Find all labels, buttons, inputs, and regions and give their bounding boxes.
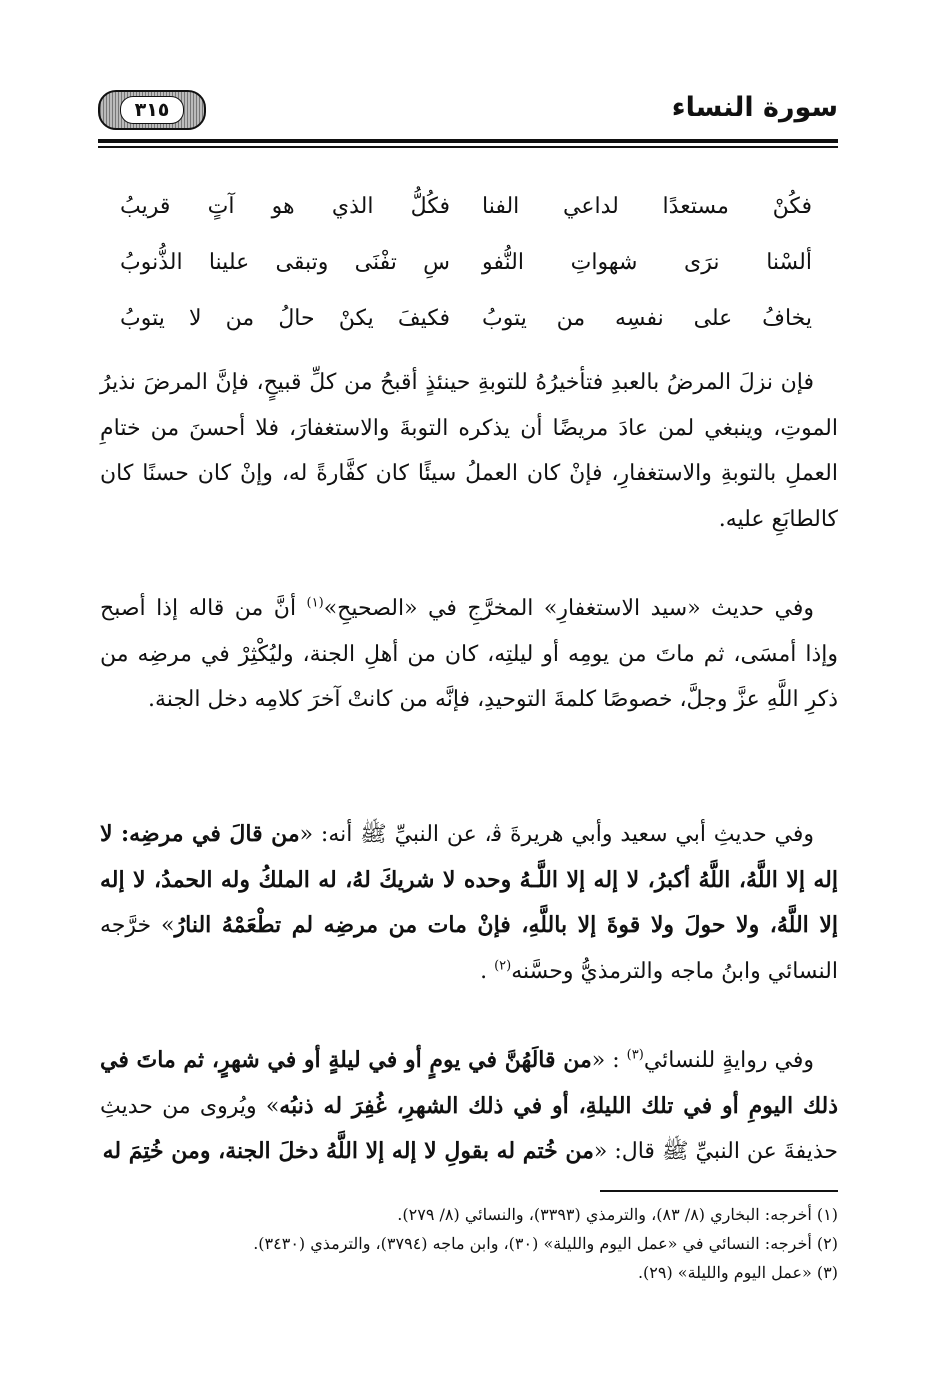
hadith-text: من خُتم له بقولِ لا إله إلا اللَّهُ دخلَ الجنة، ومن خُتِمَ له bbox=[102, 1138, 594, 1164]
paragraph-nasai-narration bbox=[100, 1038, 838, 1175]
header-rule-thin bbox=[98, 146, 838, 148]
verse-second-hemistich: سِ تفْنَى وتبقى علينا الذُّنوبُ bbox=[120, 249, 450, 275]
paragraph-illness-repentance bbox=[100, 360, 838, 542]
page-number-badge bbox=[98, 90, 206, 130]
verse-first-hemistich: يخافُ على نفسِه من يتوبُ bbox=[482, 305, 812, 331]
paragraph-text-part: » خرَّجه النسائي وابنُ ماجه والترمذيُّ وحسَّنه bbox=[100, 913, 838, 984]
footnote-separator bbox=[600, 1190, 838, 1192]
poem bbox=[120, 178, 812, 346]
page-header bbox=[98, 88, 838, 138]
paragraph-text-part: وفي حديث «سيد الاستغفارِ» المخرَّجِ في «الصحيحِ» bbox=[323, 596, 815, 621]
paragraph-text bbox=[100, 586, 838, 723]
footnotes bbox=[100, 1200, 838, 1287]
paragraph-text-part: وفي روايةٍ للنسائي bbox=[643, 1048, 815, 1073]
paragraph-text: فإن نزلَ المرضُ بالعبدِ فتأخيرُهُ للتوبةِ حينئذٍ أقبحُ من كلِّ قبيحٍ، فإنَّ المرضَ نذيرُ الموتِ، وينبغي لمن عادَ مريضًا أن يذكره التوبةَ والاستغفارَ، فلا أحسنَ من ختامِ العملِ بالتوبةِ والاستغفارِ، فإنْ كان العملُ سيئًا كان كفَّارةً له، وإنْ كان حسنًا كان كالطابَعِ عليه. bbox=[100, 370, 838, 532]
paragraph-sayyid-istighfar bbox=[100, 586, 838, 723]
footnote-2: (٢) أخرجه: النسائي في «عمل اليوم والليلة» (٣٠)، وابن ماجه (٣٧٩٤)، والترمذي (٣٤٣٠). bbox=[253, 1234, 838, 1253]
header-rule-thick bbox=[98, 139, 838, 143]
verse-second-hemistich: فكُلُّ الذي هو آتٍ قريبُ bbox=[120, 193, 450, 219]
hadith-text: من قالَ في مرضِه: لا إله إلا اللَّهُ، اللَّهُ أكبرُ، لا إله إلا اللَّـهُ وحده لا شريكَ لهُ، له الملكُ وله الحمدُ، لا إله إلا اللَّهُ، ولا حولَ ولا قوةَ إلا باللَّهِ، فإنْ مات من مرضِه لم تطْعَمْهُ النارُ bbox=[100, 821, 839, 938]
verse-first-hemistich: فكُنْ مستعدًا لداعي الفنا bbox=[482, 193, 812, 219]
surah-title: سورة النساء bbox=[671, 92, 838, 123]
poem-verse bbox=[120, 234, 812, 290]
paragraph-text bbox=[100, 1038, 838, 1175]
footnote-ref-1[interactable]: (١) bbox=[306, 595, 324, 611]
paragraph-text-part: وفي حديثِ أبي سعيد وأبي هريرةَ ﭬ، عن النبيِّ ﷺ أنه: « bbox=[299, 822, 814, 847]
footnote-ref-2[interactable]: (٢) bbox=[494, 958, 512, 974]
footnote-3: (٣) «عمل اليوم والليلة» (٢٩). bbox=[637, 1263, 838, 1282]
hadith-text: من قالَهُنَّ في يومٍ أو في ليلةٍ أو في شهرٍ، ثم ماتَ في ذلك اليومِ أو في تلك الليلةِ، أو في ذلك الشهرِ، غُفِرَ له ذنبُه bbox=[100, 1047, 839, 1119]
page-number: ٣١٥ bbox=[120, 96, 184, 124]
footnote-1: (١) أخرجه: البخاري (٨/ ٨٣)، والترمذي (٣٣٩٣)، والنسائي (٨/ ٢٧٩). bbox=[397, 1205, 838, 1224]
verse-second-hemistich: فكيفَ يكنْ حالُ من لا يتوبُ bbox=[120, 305, 450, 331]
paragraph-text bbox=[100, 812, 838, 994]
poem-verse bbox=[120, 178, 812, 234]
paragraph-text-part: » ويُروى من حديثِ حذيفةَ عن النبيِّ ﷺ قال: « bbox=[100, 1093, 838, 1164]
paragraph-abu-said-hadith bbox=[100, 812, 838, 994]
paragraph-text-part: : « bbox=[591, 1048, 627, 1073]
paragraph-text-part: . bbox=[480, 958, 495, 984]
footnote-ref-3[interactable]: (٣) bbox=[626, 1047, 644, 1063]
poem-verse bbox=[120, 290, 812, 346]
paragraph-text-part: أنَّ من قاله إذا أصبح وإذا أمسَى، ثم ماتَ من يومِه أو ليلتِه، كان من أهلِ الجنة، وليُكْثِرْ في مرضِه من ذكرِ اللَّهِ عزَّ وجلَّ، خصوصًا كلمةَ التوحيدِ، فإنَّه من كانتْ آخرَ كلامِه دخل الجنة. bbox=[100, 596, 838, 712]
verse-first-hemistich: ألسْنا نرَى شهواتِ النُّفو bbox=[482, 249, 812, 275]
